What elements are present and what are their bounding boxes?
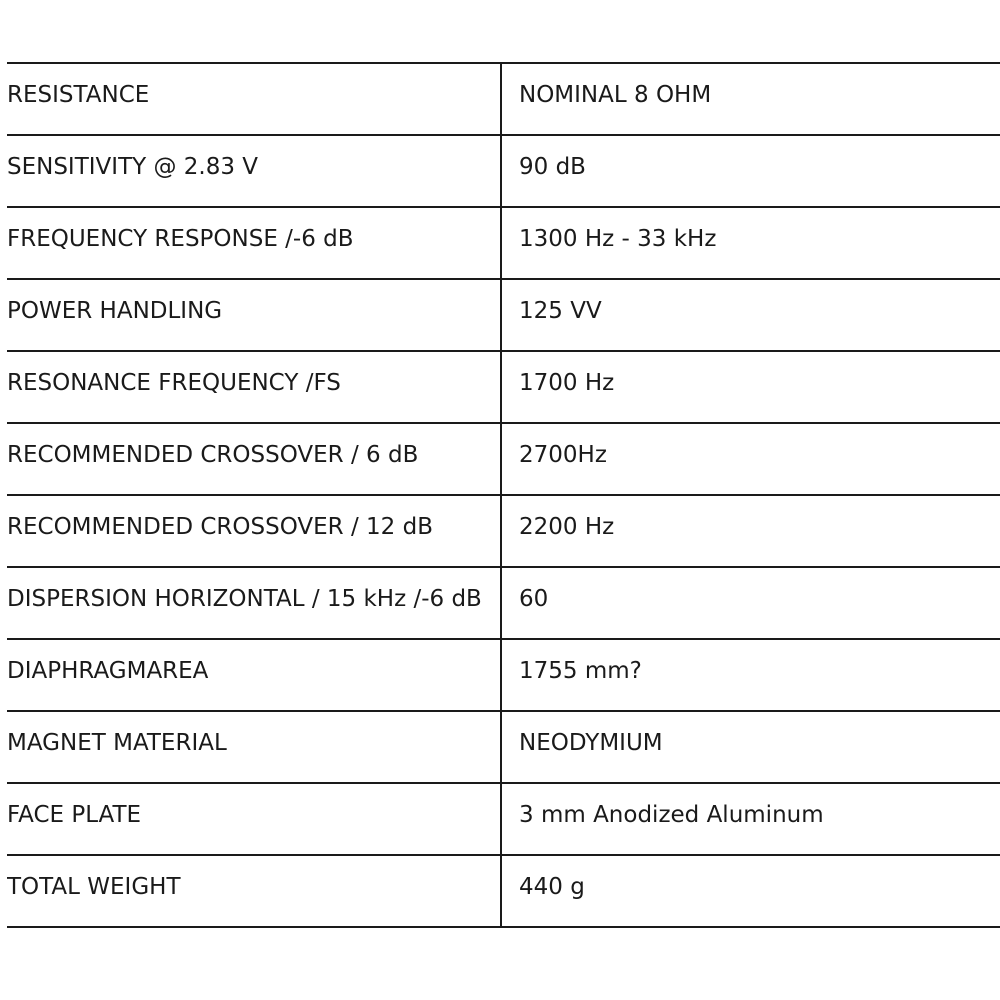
spec-value: 440 g [519,873,585,900]
spec-value-cell [501,639,1000,711]
spec-label: RESONANCE FREQUENCY /FS [7,369,341,396]
table-row [7,279,1000,351]
spec-label: DISPERSION HORIZONTAL / 15 kHz /-6 dB [7,585,482,612]
spec-value: 1700 Hz [519,369,615,396]
spec-value: 2700Hz [519,441,607,468]
table-row [7,783,1000,855]
spec-value-cell [501,351,1000,423]
spec-value: 1755 mm? [519,657,642,684]
spec-value-cell [501,135,1000,207]
spec-value: 90 dB [519,153,586,180]
table-row [7,351,1000,423]
table-row [7,423,1000,495]
table-row [7,495,1000,567]
spec-label-cell [7,711,501,783]
table-row [7,711,1000,783]
spec-label-cell [7,207,501,279]
spec-value: 60 [519,585,549,612]
spec-label-cell [7,135,501,207]
spec-label-cell [7,855,501,927]
spec-label: POWER HANDLING [7,297,223,324]
spec-label: MAGNET MATERIAL [7,729,227,756]
spec-value-cell [501,63,1000,135]
table-row [7,207,1000,279]
table-row [7,135,1000,207]
spec-label: RECOMMENDED CROSSOVER / 12 dB [7,513,433,540]
spec-table [7,62,1000,928]
spec-label: TOTAL WEIGHT [7,873,181,900]
spec-label-cell [7,567,501,639]
spec-label: SENSITIVITY @ 2.83 V [7,153,259,180]
spec-label-cell [7,423,501,495]
spec-value-cell [501,423,1000,495]
spec-value-cell [501,279,1000,351]
spec-label: RESISTANCE [7,81,150,108]
table-row [7,855,1000,927]
spec-label-cell [7,639,501,711]
spec-label-cell [7,495,501,567]
spec-label: DIAPHRAGMAREA [7,657,209,684]
table-row [7,567,1000,639]
spec-value-cell [501,711,1000,783]
spec-value-cell [501,207,1000,279]
spec-label: FACE PLATE [7,801,142,828]
spec-value: 2200 Hz [519,513,615,540]
spec-value-cell [501,495,1000,567]
table-row [7,63,1000,135]
spec-label-cell [7,279,501,351]
spec-value-cell [501,855,1000,927]
spec-label: RECOMMENDED CROSSOVER / 6 dB [7,441,419,468]
spec-value: 1300 Hz - 33 kHz [519,225,717,252]
spec-value: 3 mm Anodized Aluminum [519,801,824,828]
spec-label: FREQUENCY RESPONSE /-6 dB [7,225,354,252]
spec-label-cell [7,783,501,855]
spec-value-cell [501,567,1000,639]
spec-value: 125 VV [519,297,602,324]
spec-value: NOMINAL 8 OHM [519,81,712,108]
spec-label-cell [7,351,501,423]
spec-value-cell [501,783,1000,855]
table-row [7,639,1000,711]
spec-value: NEODYMIUM [519,729,663,756]
spec-label-cell [7,63,501,135]
